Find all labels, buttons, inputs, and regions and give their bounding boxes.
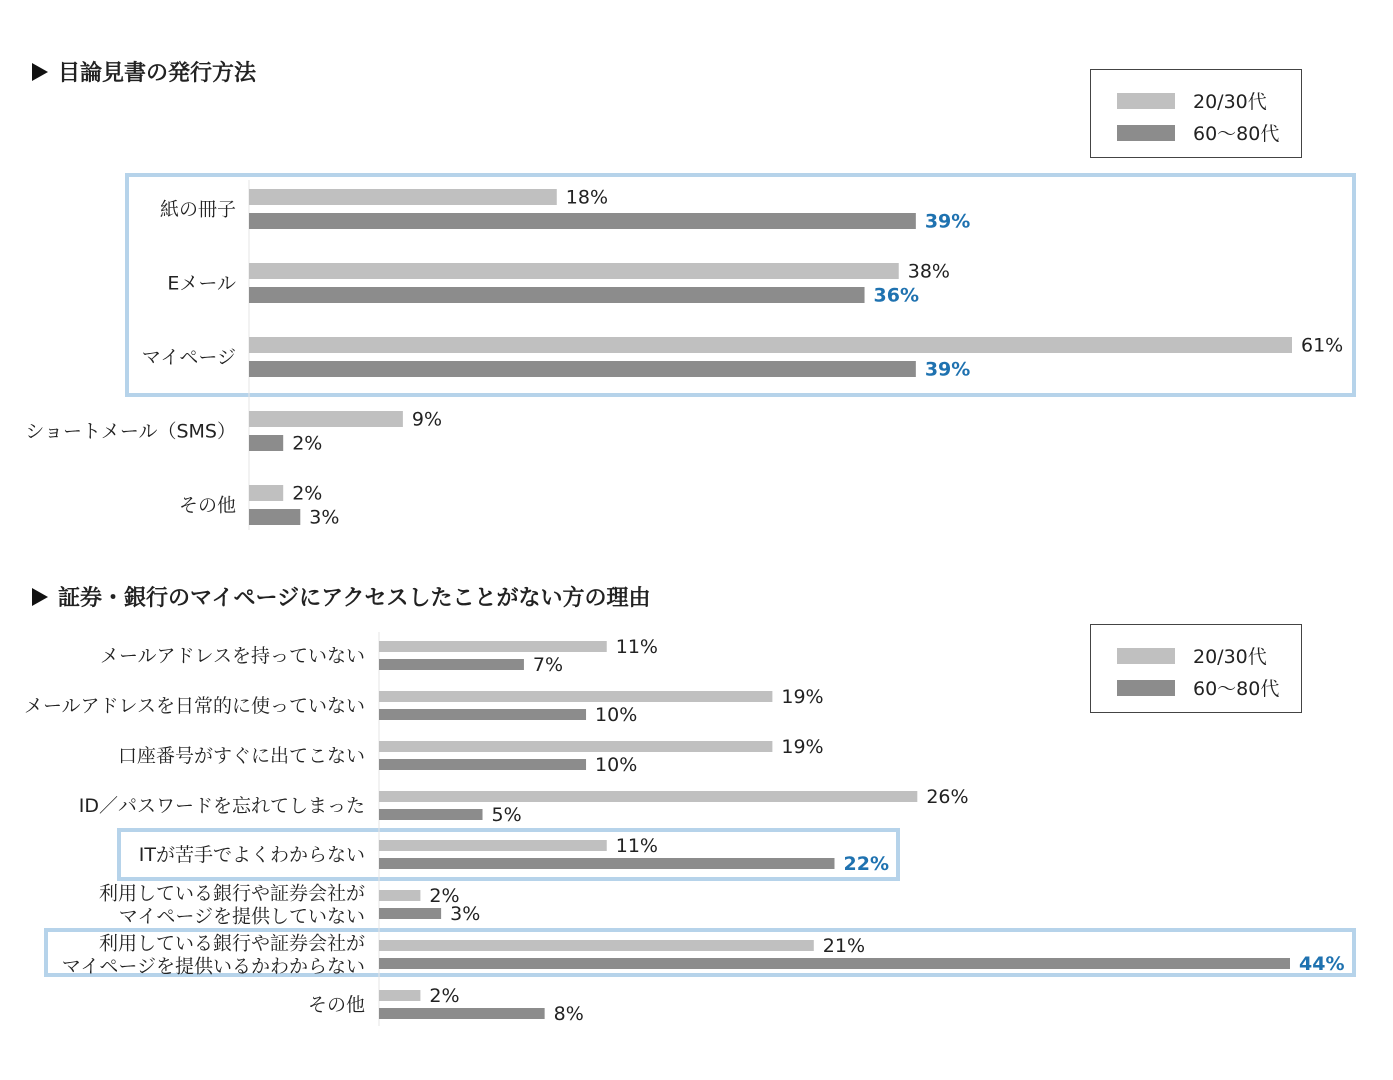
bar-young — [249, 485, 283, 501]
bar-old — [379, 659, 524, 670]
data-label-old: 22% — [843, 853, 889, 875]
bar-old — [249, 213, 916, 229]
chart1-title-text: 目論見書の発行方法 — [58, 61, 257, 86]
category-label: ショートメール（SMS） — [25, 420, 236, 443]
category-label: メールアドレスを日常的に使っていない — [23, 695, 365, 717]
data-label-young: 2% — [292, 482, 323, 505]
bar-old — [379, 958, 1290, 969]
category-label: ITが苦手でよくわからない — [138, 844, 365, 866]
data-label-old: 5% — [491, 804, 522, 826]
category-label: その他 — [307, 994, 365, 1016]
data-label-young: 19% — [781, 686, 824, 708]
data-label-young: 11% — [615, 636, 658, 658]
data-label-young: 19% — [781, 736, 824, 758]
bar-young — [379, 691, 772, 702]
data-label-old: 8% — [553, 1003, 584, 1025]
bar-old — [249, 361, 916, 377]
data-label-old: 10% — [595, 704, 638, 726]
bar-old — [249, 287, 865, 303]
category-label: その他 — [178, 494, 236, 517]
bar-young — [249, 411, 403, 427]
category-label: マイページを提供していない — [118, 905, 365, 928]
data-label-young: 26% — [926, 786, 969, 808]
data-label-old: 39% — [924, 210, 971, 233]
data-label-old: 10% — [595, 754, 638, 776]
bar-young — [249, 337, 1292, 353]
bar-old — [379, 908, 441, 919]
category-label: 利用している銀行や証券会社が — [98, 882, 365, 905]
data-label-young: 18% — [565, 186, 609, 209]
bar-old — [379, 709, 586, 720]
bar-old — [379, 809, 483, 820]
data-label-old: 36% — [873, 284, 920, 307]
category-label: マイページ — [141, 346, 236, 369]
category-label: Eメール — [167, 272, 236, 295]
category-label: 利用している銀行や証券会社が — [98, 932, 365, 955]
category-label: 紙の冊子 — [159, 198, 236, 221]
bar-old — [379, 1008, 545, 1019]
bar-young — [379, 641, 607, 652]
bar-old — [249, 509, 300, 525]
bar-young — [379, 840, 607, 851]
legend-label-young: 20/30代 — [1193, 91, 1267, 113]
data-label-young: 11% — [615, 835, 658, 857]
bar-young — [249, 263, 899, 279]
category-label: ID／パスワードを忘れてしまった — [78, 795, 365, 817]
category-label: 口座番号がすぐに出てこない — [117, 745, 365, 767]
data-label-old: 3% — [450, 903, 481, 925]
bar-young — [379, 791, 917, 802]
category-label: マイページを提供いるかわからない — [61, 955, 365, 978]
data-label-young: 61% — [1301, 334, 1344, 357]
category-label: メールアドレスを持っていない — [99, 645, 365, 667]
data-label-young: 2% — [429, 885, 460, 907]
data-label-old: 7% — [532, 654, 564, 676]
data-label-young: 2% — [429, 985, 460, 1007]
data-label-old: 2% — [292, 432, 323, 455]
data-label-old: 44% — [1299, 953, 1345, 975]
bar-old — [379, 759, 586, 770]
data-label-old: 39% — [924, 358, 971, 381]
data-label-young: 38% — [907, 260, 950, 283]
bar-young — [379, 890, 420, 901]
bar-young — [379, 990, 420, 1001]
data-label-young: 9% — [411, 408, 443, 431]
chart2-title-text: 証券・銀行のマイページにアクセスしたことがない方の理由 — [58, 586, 651, 611]
legend-label-old: 60〜80代 — [1193, 678, 1280, 700]
bar-old — [379, 858, 835, 869]
legend-label-old: 60〜80代 — [1193, 123, 1280, 145]
data-label-young: 21% — [822, 935, 866, 957]
data-label-old: 3% — [309, 506, 340, 529]
bar-young — [379, 940, 814, 951]
bar-old — [249, 435, 283, 451]
bar-young — [379, 741, 772, 752]
bar-young — [249, 189, 557, 205]
legend-label-young: 20/30代 — [1193, 646, 1267, 668]
